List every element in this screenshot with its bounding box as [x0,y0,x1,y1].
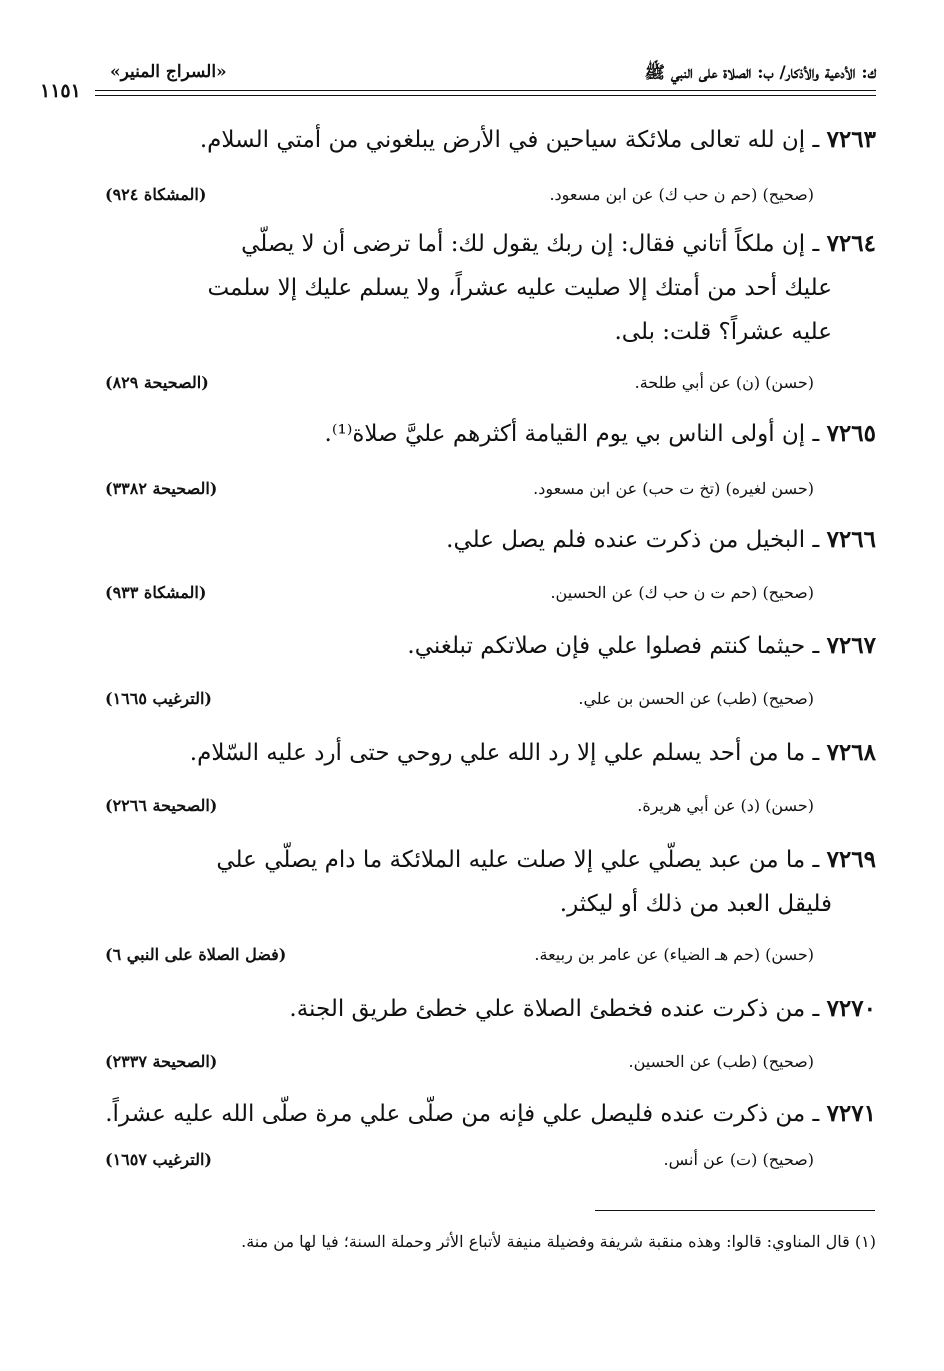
hadith-reference: (الصحيحة ٢٣٣٧) [105,1052,218,1071]
hadith-7267 [106,624,876,668]
header-rule-top [95,90,876,91]
hadith-line: ٧٢٦٤ ـ إن ملكاً أتاني فقال: إن ربك يقول لك: أما ترضى أن لا يصلّي [241,230,876,257]
hadith-7263-grading [105,185,814,211]
hadith-7268 [106,731,876,775]
hadith-text: من ذكرت عنده فليصل علي فإنه من صلّى علي مرة صلّى الله عليه عشراً. [105,1101,806,1127]
hadith-source: (حسن لغيره) (تخ ت حب) عن ابن مسعود. [533,479,814,498]
hadith-source: (حسن) (د) عن أبي هريرة. [637,796,814,815]
hadith-line: ٧٢٦٨ ـ ما من أحد يسلم علي إلا رد الله علي روحي حتى أرد عليه السّلام. [189,739,876,766]
hadith-text: إن أولى الناس بي يوم القيامة أكثرهم عليَّ صلاة⁽¹⁾. [324,421,806,447]
hadith-source: (حسن) (حم هـ الضياء) عن عامر بن ربيعة. [534,945,814,964]
hadith-line: ٧٢٦٥ ـ إن أولى الناس بي يوم القيامة أكثرهم عليَّ صلاة⁽¹⁾. [324,420,876,447]
footnote-rule [595,1210,875,1211]
hadith-line: ٧٢٧٠ ـ من ذكرت عنده فخطئ الصلاة علي خطئ طريق الجنة. [289,995,876,1022]
hadith-number: ٧٢٦٤ [826,230,876,257]
hadith-line: ٧٢٦٦ ـ البخيل من ذكرت عنده فلم يصل علي. [446,526,876,553]
hadith-reference: (الترغيب ١٦٦٥) [105,689,212,708]
header-rule-bottom [95,95,876,96]
hadith-text: حيثما كنتم فصلوا علي فإن صلاتكم تبلغني. [407,633,806,659]
hadith-line: فليقل العبد من ذلك أو ليكثر. [559,891,832,917]
hadith-reference: (فضل الصلاة على النبي ٦) [105,945,287,964]
hadith-7269-grading [105,945,814,971]
hadith-7264 [106,222,876,354]
hadith-line: ٧٢٦٧ ـ حيثما كنتم فصلوا علي فإن صلاتكم تبلغني. [407,632,876,659]
hadith-text: من ذكرت عنده فخطئ الصلاة علي خطئ طريق الجنة. [289,996,806,1022]
hadith-line: ٧٢٧١ ـ من ذكرت عنده فليصل علي فإنه من صلّى علي مرة صلّى الله عليه عشراً. [105,1100,876,1127]
hadith-number: ٧٢٦٣ [826,126,876,153]
hadith-text: ما من عبد يصلّي علي إلا صلت عليه الملائكة ما دام يصلّي علي [216,847,806,873]
hadith-7264-grading [105,373,814,399]
hadith-7270 [106,987,876,1031]
hadith-7266-grading [105,583,814,609]
hadith-number: ٧٢٦٥ [826,420,876,447]
hadith-reference: (الصحيحة ٣٣٨٢) [105,479,218,498]
hadith-text: إن لله تعالى ملائكة سياحين في الأرض يبلغوني من أمتي السلام. [199,127,806,153]
page-header [40,60,876,100]
hadith-line: عليك أحد من أمتك إلا صليت عليه عشراً، ولا يسلم عليك إلا سلمت [207,275,832,301]
hadith-line: ٧٢٦٣ ـ إن لله تعالى ملائكة سياحين في الأرض يبلغوني من أمتي السلام. [199,126,876,153]
hadith-number: ٧٢٦٦ [826,526,876,553]
page-number: ١١٥١ [40,80,81,102]
hadith-number: ٧٢٦٧ [826,632,876,659]
footnote: (١) قال المناوي: قالوا: وهذه منقبة شريفة وفضيلة منيفة لأتباع الأثر وحملة السنة؛ فيا لها من منة. [241,1232,876,1251]
hadith-text: ما من أحد يسلم علي إلا رد الله علي روحي حتى أرد عليه السّلام. [189,740,806,766]
hadith-7271-grading [105,1150,814,1176]
hadith-source: (صحيح) (حم ت ن حب ك) عن الحسين. [550,583,814,602]
book-title: «السراج المنير» [110,62,227,82]
hadith-7268-grading [105,796,814,822]
hadith-text: البخيل من ذكرت عنده فلم يصل علي. [446,527,806,553]
hadith-line: عليه عشراً؟ قلت: بلى. [614,319,832,345]
hadith-reference: (الترغيب ١٦٥٧) [105,1150,212,1169]
hadith-7265-grading [105,479,814,505]
hadith-source: (صحيح) (حم ن حب ك) عن ابن مسعود. [549,185,814,204]
hadith-source: (صحيح) (طب) عن الحسن بن علي. [578,689,814,708]
hadith-number: ٧٢٧١ [826,1100,876,1127]
hadith-number: ٧٢٧٠ [826,995,876,1022]
hadith-7267-grading [105,689,814,715]
hadith-7263 [106,118,876,162]
hadith-line: ٧٢٦٩ ـ ما من عبد يصلّي علي إلا صلت عليه الملائكة ما دام يصلّي علي [216,846,876,873]
hadith-reference: (الصحيحة ٨٢٩) [105,373,209,392]
hadith-7270-grading [105,1052,814,1078]
hadith-source: (صحيح) (ت) عن أنس. [663,1150,814,1169]
chapter-heading: ك: الأدعية والأذكار/ ب: الصلاة على النبي ﷺ [644,63,876,83]
hadith-7266 [106,518,876,562]
hadith-7269 [106,838,876,926]
hadith-7265 [106,412,876,456]
hadith-source: (حسن) (ن) عن أبي طلحة. [634,373,814,392]
hadith-7271 [106,1092,876,1136]
hadith-reference: (المشكاة ٩٢٤) [105,185,207,204]
hadith-number: ٧٢٦٩ [826,846,876,873]
hadith-source: (صحيح) (طب) عن الحسين. [628,1052,814,1071]
hadith-number: ٧٢٦٨ [826,739,876,766]
hadith-reference: (المشكاة ٩٣٣) [105,583,207,602]
hadith-text: إن ملكاً أتاني فقال: إن ربك يقول لك: أما ترضى أن لا يصلّي [241,231,806,257]
hadith-reference: (الصحيحة ٢٢٦٦) [105,796,218,815]
